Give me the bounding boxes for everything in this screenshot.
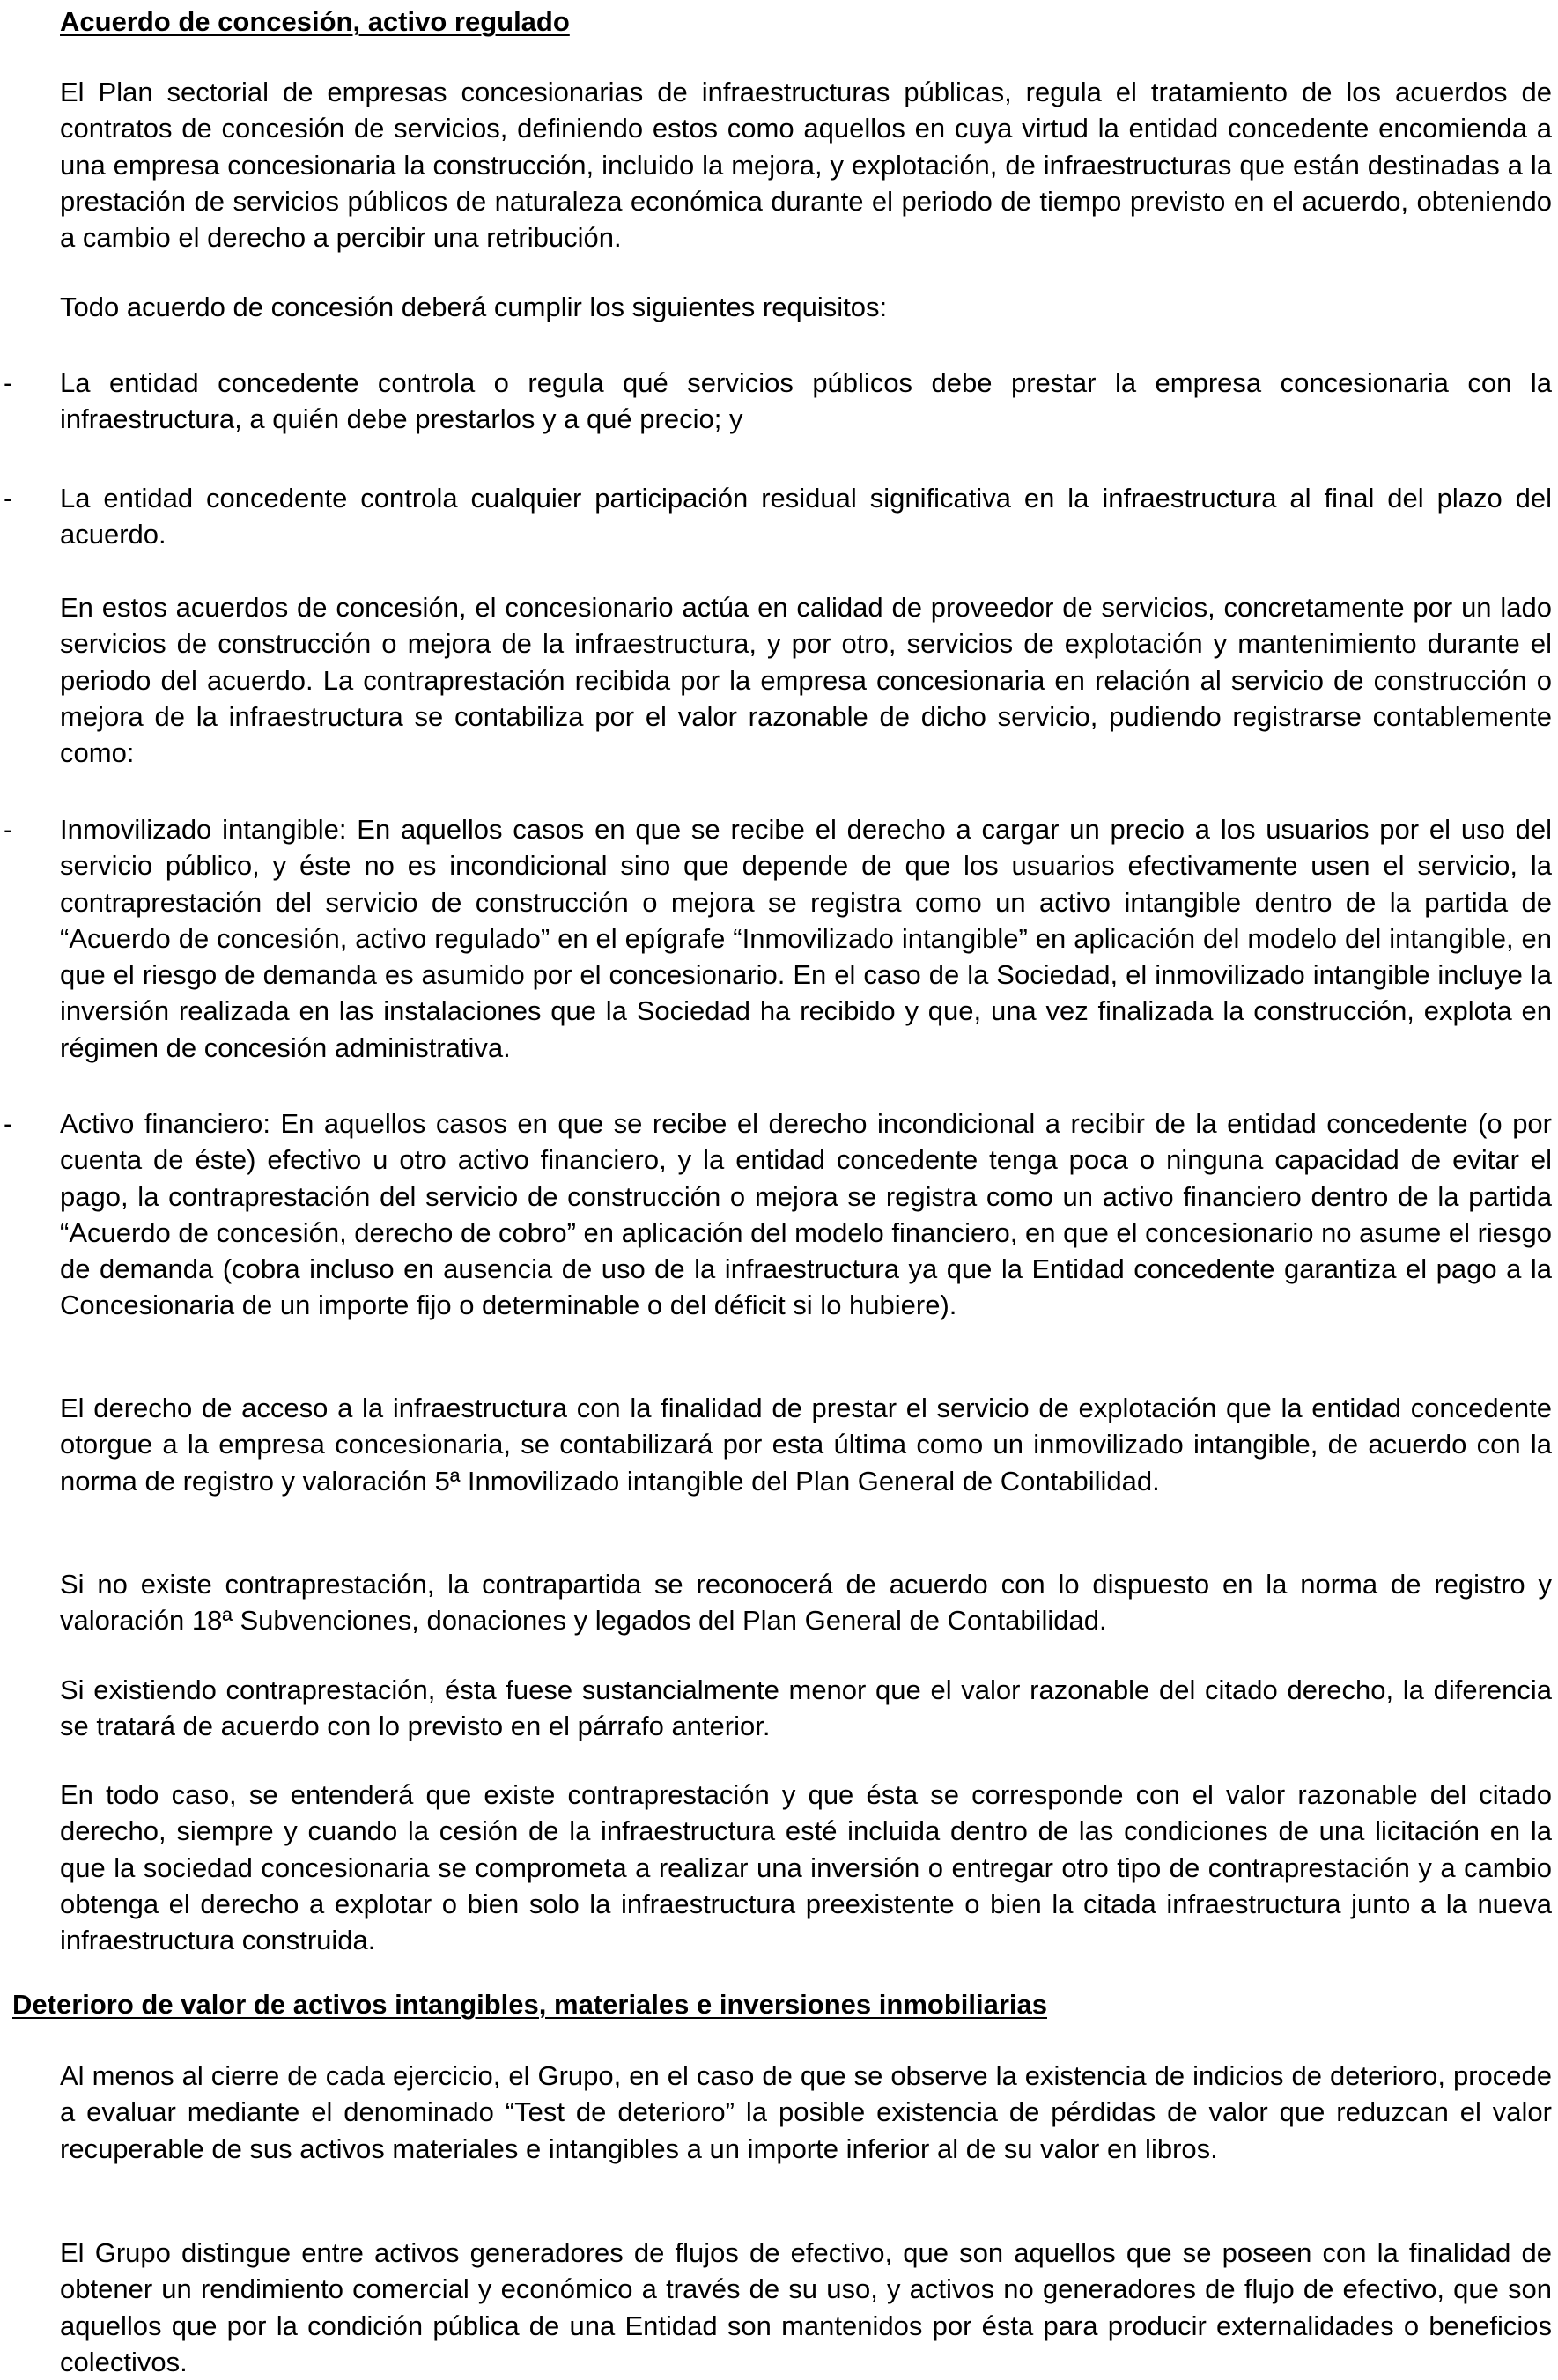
section-heading-deterioro: Deterioro de valor de activos intangibles, materiales e inversiones inmobiliarias <box>12 1989 1047 2020</box>
paragraph-proveedor-servicios: En estos acuerdos de concesión, el concesionario actúa en calidad de proveedor de servicios, concretamente por un lado servicios de construcción o mejora de la infraestructura, y por otro, servicios de explotación y mantenimiento durante el periodo del acuerdo. La contraprestación recibida por la empresa concesionaria en relación al servicio de construcción o mejora de la infraestructura se contabiliza por el valor razonable de dicho servicio, pudiendo registrarse contablemente como: <box>60 592 1552 769</box>
list-bullet-dash: - <box>4 367 13 398</box>
list-item-requisito-2: La entidad concedente controla cualquier participación residual significativa en la infraestructura al final del plazo del acuerdo. <box>60 483 1552 551</box>
paragraph-plan-sectorial: El Plan sectorial de empresas concesionarias de infraestructuras públicas, regula el tratamiento de los acuerdos de contratos de concesión de servicios, definiendo estos como aquellos en cuya virtud la entidad concedente encomienda a una empresa concesionaria la construcción, incluido la mejora, y explotación, de infraestructuras que están destinadas a la prestación de servicios públicos de naturaleza económica durante el periodo de tiempo previsto en el acuerdo, obteniendo a cambio el derecho a percibir una retribución. <box>60 77 1552 254</box>
paragraph-sin-contraprestacion: Si no existe contraprestación, la contrapartida se reconocerá de acuerdo con lo dispuesto en la norma de registro y valoración 18ª Subvenciones, donaciones y legados del Plan General de Contabilidad. <box>60 1569 1552 1637</box>
paragraph-requisitos-intro: Todo acuerdo de concesión deberá cumplir los siguientes requisitos: <box>60 292 888 322</box>
paragraph-contraprestacion-menor: Si existiendo contraprestación, ésta fuese sustancialmente menor que el valor razonable del citado derecho, la diferencia se tratará de acuerdo con lo previsto en el párrafo anterior. <box>60 1674 1552 1742</box>
list-item-inmovilizado-intangible: Inmovilizado intangible: En aquellos casos en que se recibe el derecho a cargar un precio a los usuarios por el uso del servicio público, y éste no es incondicional sino que depende de que los usuarios efectivamente usen el servicio, la contraprestación del servicio de construcción o mejora se registra como un activo intangible dentro de la partida de “Acuerdo de concesión, activo regulado” en el epígrafe “Inmovilizado intangible” en aplicación del modelo del intangible, en que el riesgo de demanda es asumido por el concesionario. En el caso de la Sociedad, el inmovilizado intangible incluye la inversión realizada en las instalaciones que la Sociedad ha recibido y que, una vez finalizada la construcción, explota en régimen de concesión administrativa. <box>60 814 1552 1063</box>
paragraph-activos-generadores: El Grupo distingue entre activos generadores de flujos de efectivo, que son aquellos que se poseen con la finalidad de obtener un rendimiento comercial y económico a través de su uso, y activos no generadores de flujo de efectivo, que son aquellos que por la condición pública de una Entidad son mantenidos por ésta para producir externalidades o beneficios colectivos. <box>60 2237 1552 2377</box>
section-heading-acuerdo-concesion: Acuerdo de concesión, activo regulado <box>60 6 570 37</box>
list-bullet-dash: - <box>4 1108 13 1139</box>
list-item-activo-financiero: Activo financiero: En aquellos casos en que se recibe el derecho incondicional a recibir de la entidad concedente (o por cuenta de éste) efectivo u otro activo financiero, y la entidad concedente tenga poca o ninguna capacidad de evitar el pago, la contraprestación del servicio de construcción o mejora se registra como un activo financiero dentro de la partida “Acuerdo de concesión, derecho de cobro” en aplicación del modelo financiero, en que el concesionario no asume el riesgo de demanda (cobra incluso en ausencia de uso de la infraestructura ya que la Entidad concedente garantiza el pago a la Concesionaria de un importe fijo o determinable o del déficit si lo hubiere). <box>60 1108 1552 1321</box>
list-bullet-dash: - <box>4 814 13 845</box>
list-bullet-dash: - <box>4 483 13 514</box>
list-item-requisito-1: La entidad concedente controla o regula qué servicios públicos debe prestar la empresa concesionaria con la infraestructura, a quién debe prestarlos y a qué precio; y <box>60 367 1552 435</box>
paragraph-test-deterioro: Al menos al cierre de cada ejercicio, el Grupo, en el caso de que se observe la existencia de indicios de deterioro, procede a evaluar mediante el denominado “Test de deterioro” la posible existencia de pérdidas de valor que reduzcan el valor recuperable de sus activos materiales e intangibles a un importe inferior al de su valor en libros. <box>60 2060 1552 2164</box>
paragraph-en-todo-caso: En todo caso, se entenderá que existe contraprestación y que ésta se corresponde con el valor razonable del citado derecho, siempre y cuando la cesión de la infraestructura esté incluida dentro de las condiciones de una licitación en la que la sociedad concesionaria se comprometa a realizar una inversión o entregar otro tipo de contraprestación y a cambio obtenga el derecho a explotar o bien solo la infraestructura preexistente o bien la citada infraestructura junto a la nueva infraestructura construida. <box>60 1779 1552 1956</box>
paragraph-derecho-acceso: El derecho de acceso a la infraestructura con la finalidad de prestar el servicio de explotación que la entidad concedente otorgue a la empresa concesionaria, se contabilizará por esta última como un inmovilizado intangible, de acuerdo con la norma de registro y valoración 5ª Inmovilizado intangible del Plan General de Contabilidad. <box>60 1393 1552 1497</box>
